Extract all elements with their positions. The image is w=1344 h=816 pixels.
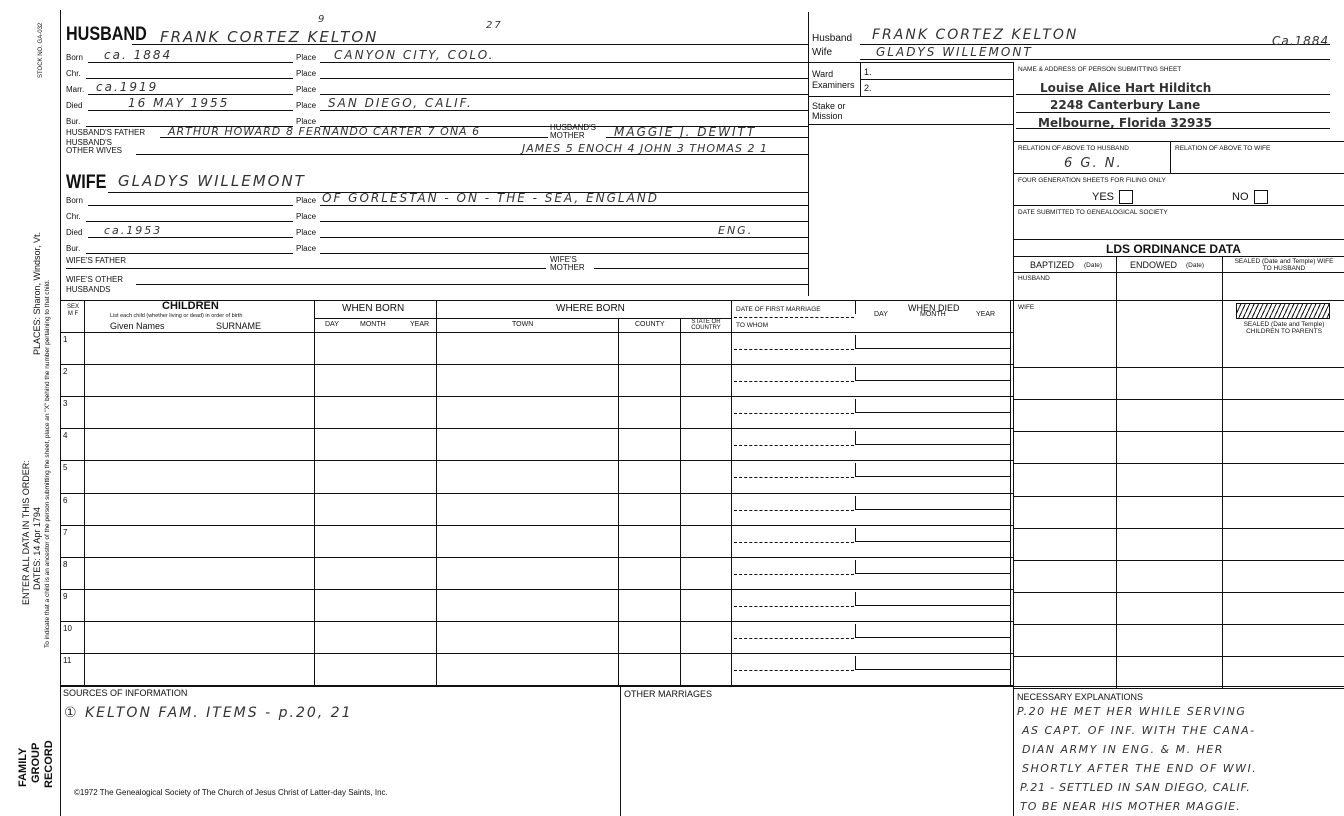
sealed-wife-label: SEALED (Date and Temple) WIFE TO HUSBAND xyxy=(1234,258,1334,272)
submitter-line-3: Melbourne, Florida 32935 xyxy=(1038,116,1213,130)
lds-row-divider xyxy=(1013,431,1344,432)
death-date-field[interactable] xyxy=(855,528,1010,542)
lds-row-divider xyxy=(1013,367,1344,368)
submitter-line-2: 2248 Canterbury Lane xyxy=(1050,98,1201,112)
rp-ref-value[interactable]: Ca.1884 xyxy=(1272,34,1330,48)
explanations-label: NECESSARY EXPLANATIONS xyxy=(1017,692,1144,702)
death-date-field[interactable] xyxy=(855,496,1010,510)
other-marriages-label: OTHER MARRIAGES xyxy=(624,689,713,699)
husband-died-value[interactable]: 16 MAY 1955 xyxy=(128,96,230,110)
husband-died-label: Died xyxy=(66,101,83,110)
town-label: TOWN xyxy=(512,321,534,328)
wife-mother-label: WIFE'S MOTHER xyxy=(550,255,585,272)
dates-instruction: DATES: 14 Apr 1794 xyxy=(32,507,42,590)
wife-name[interactable]: GLADYS WILLEMONT xyxy=(118,172,306,190)
baptized-date-label: (Date) xyxy=(1084,262,1103,269)
wife-father-label: WIFE'S FATHER xyxy=(66,256,127,265)
child-row-number: 7 xyxy=(63,527,68,537)
husband-marr-label: Marr. xyxy=(66,85,85,94)
state-country-label: STATE OR COUNTRY xyxy=(691,319,721,331)
husband-born-place[interactable]: CANYON CITY, COLO. xyxy=(334,48,495,62)
death-date-field[interactable] xyxy=(855,560,1010,574)
husband-marr-value[interactable]: ca.1919 xyxy=(96,80,159,94)
lds-row-divider xyxy=(1013,656,1344,657)
husband-born-place-label: Place xyxy=(296,53,317,62)
wife-bur-label: Bur. xyxy=(66,244,81,253)
marriage-date-field[interactable] xyxy=(734,445,854,446)
examiners-label: Examiners xyxy=(812,80,855,90)
stock-number: STOCK NO. GA-032 xyxy=(38,22,44,78)
child-row-number: 2 xyxy=(63,367,68,377)
marriage-date-field[interactable] xyxy=(734,349,854,350)
yes-label: YES xyxy=(1092,191,1115,203)
child-row-divider xyxy=(60,653,1013,654)
death-date-field[interactable] xyxy=(855,656,1010,670)
examiner-1: 1. xyxy=(864,67,872,77)
child-row-number: 9 xyxy=(63,591,68,601)
record-title-3: RECORD xyxy=(43,740,55,788)
death-date-field[interactable] xyxy=(855,367,1010,381)
ward-label: Ward xyxy=(812,69,834,79)
husband-bur-place-label: Place xyxy=(296,117,317,126)
child-row-divider xyxy=(60,396,1013,397)
marriage-date-field[interactable] xyxy=(734,670,854,671)
husband-died-place[interactable]: SAN DIEGO, CALIF. xyxy=(328,96,473,110)
marriage-date-field[interactable] xyxy=(734,413,854,414)
marriage-date-field[interactable] xyxy=(734,606,854,607)
relation-husband-value[interactable]: 6 G. N. xyxy=(1064,156,1123,171)
husband-marr-place-label: Place xyxy=(296,85,317,94)
explanation-line-2[interactable]: AS CAPT. OF INF. WITH THE CANA- xyxy=(1022,724,1256,737)
to-whom-label: TO WHOM xyxy=(736,322,769,329)
husband-died-place-label: Place xyxy=(296,101,317,110)
child-row-number: 1 xyxy=(63,335,68,344)
child-row-number: 8 xyxy=(63,559,68,569)
child-row-divider xyxy=(60,621,1013,622)
husband-chr-label: Chr. xyxy=(66,69,81,78)
marriage-date-field[interactable] xyxy=(734,638,854,639)
wife-chr-place-label: Place xyxy=(296,212,317,221)
wife-died-place-label: Place xyxy=(296,228,317,237)
child-row-divider xyxy=(60,589,1013,590)
lds-row-divider xyxy=(1013,688,1344,689)
endowed-label: ENDOWED xyxy=(1130,260,1177,270)
marriage-date-field[interactable] xyxy=(734,381,854,382)
month-label: MONTH xyxy=(360,321,386,328)
husband-born-label: Born xyxy=(66,53,83,62)
husband-mother-value[interactable]: MAGGIE J. DEWITT xyxy=(614,125,757,139)
no-label: NO xyxy=(1232,191,1249,203)
child-row-divider xyxy=(60,525,1013,526)
husband-sup-27: 27 xyxy=(486,20,503,31)
husband-sup-9: 9 xyxy=(318,14,327,25)
death-date-field[interactable] xyxy=(855,463,1010,477)
wife-bur-place-label: Place xyxy=(296,244,317,253)
child-row-divider xyxy=(60,493,1013,494)
marriage-date-field[interactable] xyxy=(734,510,854,511)
first-marriage-label: DATE OF FIRST MARRIAGE xyxy=(736,306,821,313)
lds-husband-row: HUSBAND xyxy=(1018,275,1050,282)
rp-wife-label: Wife xyxy=(812,47,832,58)
given-names-label: Given Names xyxy=(110,321,165,331)
wife-other-husbands-label: WIFE'S OTHER HUSBANDS xyxy=(66,275,124,294)
sources-label: SOURCES OF INFORMATION xyxy=(63,688,188,698)
sources-value[interactable]: ① KELTON FAM. ITEMS - p.20, 21 xyxy=(64,705,353,721)
explanation-line-1[interactable]: P.20 HE MET HER WHILE SERVING xyxy=(1017,705,1247,718)
year-label: YEAR xyxy=(410,321,430,328)
examiner-2: 2. xyxy=(864,83,872,93)
child-row-divider xyxy=(60,364,1013,365)
rp-wife-value[interactable]: GLADYS WILLEMONT xyxy=(876,45,1033,59)
rp-husband-value[interactable]: FRANK CORTEZ KELTON xyxy=(872,27,1079,43)
record-title-2: GROUP xyxy=(30,742,42,783)
husband-father-extra[interactable]: 8 FERNANDO CARTER 7 ONA 6 xyxy=(286,125,481,138)
lds-row-divider xyxy=(1013,592,1344,593)
child-row-divider xyxy=(60,428,1013,429)
died-month-label: MONTH xyxy=(920,311,946,318)
copyright: ©1972 The Genealogical Society of The Church of Jesus Christ of Latter-day Saints, Inc. xyxy=(74,788,388,797)
death-date-field[interactable] xyxy=(855,399,1010,413)
lds-row-divider xyxy=(1013,496,1344,497)
children-note: List each child (whether living or dead) in order of birth xyxy=(110,313,243,319)
left-border xyxy=(60,10,61,816)
baptized-label: BAPTIZED xyxy=(1030,260,1075,270)
husband-bur-label: Bur. xyxy=(66,117,81,126)
endowed-date-label: (Date) xyxy=(1186,262,1205,269)
wife-born-place-label: Place xyxy=(296,196,317,205)
child-row-number: 5 xyxy=(63,463,68,473)
explanation-line-3[interactable]: DIAN ARMY IN ENG. & M. HER xyxy=(1022,743,1224,756)
death-date-field[interactable] xyxy=(855,335,1010,349)
wife-born-place[interactable]: OF GORLESTAN - ON - THE - SEA, ENGLAND xyxy=(322,191,660,205)
divider-right-panel xyxy=(1013,62,1014,816)
child-row-number: 6 xyxy=(63,495,68,505)
lds-row-divider xyxy=(1013,399,1344,400)
when-died-label: WHEN DIED xyxy=(908,303,960,313)
relation-husband-label: RELATION OF ABOVE TO HUSBAND xyxy=(1018,145,1129,152)
wife-born-label: Born xyxy=(66,196,83,205)
child-row-number: 11 xyxy=(63,656,72,665)
record-title-1: FAMILY xyxy=(17,747,29,787)
places-instruction: PLACES: Sharon, Windsor, Vt. xyxy=(32,231,42,355)
county-label: COUNTY xyxy=(635,321,665,328)
death-date-field[interactable] xyxy=(855,592,1010,606)
submitter-label: NAME & ADDRESS OF PERSON SUBMITTING SHEET xyxy=(1018,66,1182,73)
stake-label: Stake or Mission xyxy=(812,101,846,121)
sealed-children-label: SEALED (Date and Temple) CHILDREN TO PARENTS xyxy=(1243,321,1325,335)
children-label: CHILDREN xyxy=(162,300,219,312)
marriage-date-field[interactable] xyxy=(734,574,854,575)
lds-row-divider xyxy=(1013,624,1344,625)
husband-heading: HUSBAND xyxy=(66,24,147,45)
enter-all-instruction: ENTER ALL DATA IN THIS ORDER: xyxy=(21,460,31,605)
explanation-line-6[interactable]: TO BE NEAR HIS MOTHER MAGGIE. xyxy=(1020,800,1241,813)
child-row-divider xyxy=(60,460,1013,461)
husband-name[interactable]: FRANK CORTEZ KELTON xyxy=(160,28,379,46)
child-row-number: 4 xyxy=(63,431,68,441)
lds-row-divider xyxy=(1013,560,1344,561)
wife-died-value[interactable]: ca.1953 xyxy=(104,224,163,237)
explanation-line-5[interactable]: P.21 - SETTLED IN SAN DIEGO, CALIF. xyxy=(1020,781,1251,794)
wife-heading: WIFE xyxy=(66,172,107,193)
where-born-label: WHERE BORN xyxy=(556,303,625,314)
lds-row-divider xyxy=(1013,463,1344,464)
husband-other-wives-label: HUSBAND'S OTHER WIVES xyxy=(66,138,123,155)
husband-mother-label: HUSBAND'S MOTHER xyxy=(550,123,596,140)
yes-checkbox[interactable] xyxy=(1119,190,1133,204)
sex-label: SEX M F xyxy=(66,304,79,317)
sealed-hatch xyxy=(1236,303,1330,319)
submitter-line-1: Louise Alice Hart Hilditch xyxy=(1040,81,1212,95)
marriage-date-field[interactable] xyxy=(734,542,854,543)
explanation-line-4[interactable]: SHORTLY AFTER THE END OF WWI. xyxy=(1022,762,1258,775)
husband-father-value[interactable]: ARTHUR HOWARD xyxy=(168,125,282,138)
four-gen-label: FOUR GENERATION SHEETS FOR FILING ONLY xyxy=(1018,177,1166,184)
died-year-label: YEAR xyxy=(976,311,996,318)
when-born-label: WHEN BORN xyxy=(342,303,405,314)
husband-born-value[interactable]: ca. 1884 xyxy=(104,48,173,62)
death-date-field[interactable] xyxy=(855,431,1010,445)
date-submitted-label: DATE SUBMITTED TO GENEALOGICAL SOCIETY xyxy=(1018,209,1168,216)
child-row-number: 10 xyxy=(63,623,72,633)
marriage-date-field[interactable] xyxy=(734,477,854,478)
lds-wife-row: WIFE xyxy=(1018,304,1035,311)
relation-wife-label: RELATION OF ABOVE TO WIFE xyxy=(1175,145,1271,152)
died-day-label: DAY xyxy=(874,311,888,318)
no-checkbox[interactable] xyxy=(1254,190,1268,204)
divider-main-right xyxy=(808,12,809,296)
lds-title: LDS ORDINANCE DATA xyxy=(1106,242,1241,256)
ancestor-instruction: To indicate that a child is an ancestor of the person submitting the sheet, place an "X" behind the number pertaining to that child. xyxy=(44,279,51,648)
wife-died-label: Died xyxy=(66,228,83,237)
lds-row-divider xyxy=(1013,528,1344,529)
husband-other-wives-value[interactable]: JAMES 5 ENOCH 4 JOHN 3 THOMAS 2 1 xyxy=(522,142,768,155)
husband-father-label: HUSBAND'S FATHER xyxy=(66,128,146,137)
death-date-field[interactable] xyxy=(855,624,1010,638)
day-label: DAY xyxy=(325,321,339,328)
wife-chr-label: Chr. xyxy=(66,212,81,221)
husband-chr-place-label: Place xyxy=(296,69,317,78)
child-row-number: 3 xyxy=(63,399,68,409)
surname-label: SURNAME xyxy=(216,321,262,331)
child-row-divider xyxy=(60,557,1013,558)
rp-husband-label: Husband xyxy=(812,33,853,44)
wife-died-place[interactable]: ENG. xyxy=(718,224,754,237)
